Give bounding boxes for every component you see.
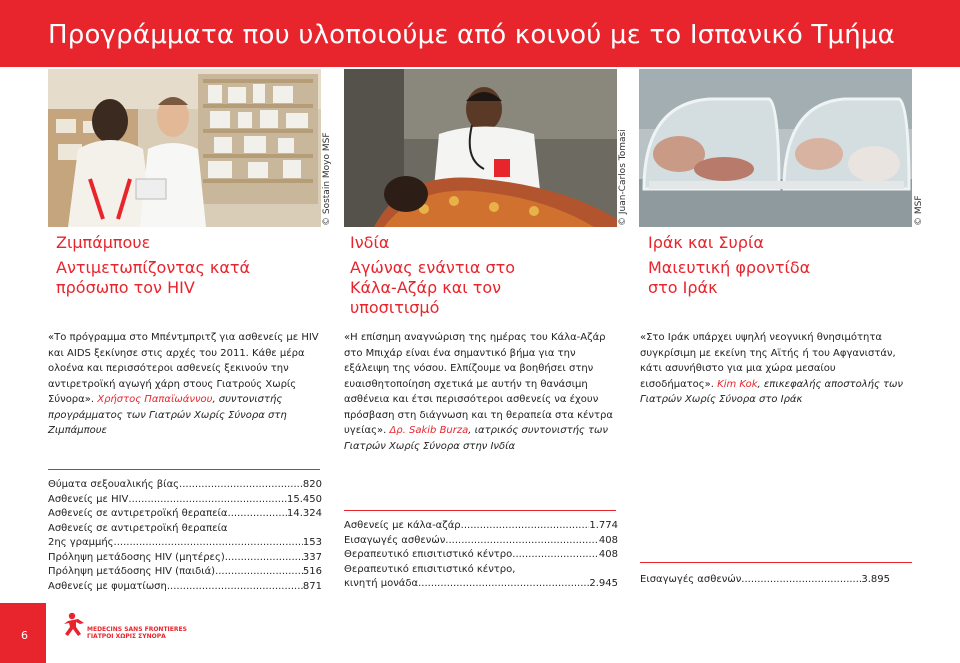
stat-row	[344, 563, 618, 578]
stat-label: 2ης γραμμής	[48, 537, 114, 548]
stat-row	[640, 573, 890, 588]
stat-label: Εισαγωγές ασθενών	[344, 534, 446, 546]
quote-role: , επικεφαλής αποστολής των Γιατρών Χωρίς Σύνορα στο Ιράκ	[640, 378, 903, 405]
stat-row	[48, 478, 322, 493]
stat-label: Ασθενείς σε αντιρετροϊκή θεραπεία	[48, 522, 228, 534]
stat-row	[344, 519, 618, 534]
msf-logo-icon	[62, 612, 86, 638]
stat-value: 408	[598, 534, 618, 546]
column-zimbabwe	[48, 69, 321, 227]
subtitle	[56, 258, 250, 298]
divider	[640, 562, 912, 563]
photo-zimbabwe	[48, 69, 321, 227]
photo-credit: © Juan-Carlos Tomasi	[618, 129, 628, 226]
stat-label: Θεραπευτικό επισιτιστικό κέντρο,	[344, 563, 516, 575]
page-title: Προγράμματα που υλοποιούμε από κοινού με το Ισπανικό Τμήμα	[48, 20, 896, 50]
subtitle	[648, 258, 810, 298]
region-title: Ινδία	[350, 233, 390, 252]
stats-list	[640, 573, 890, 588]
quote-text: «Η επίσημη αναγνώριση της ημέρας του Κάλα-Αζάρ στο Μπιχάρ είναι ένα σημαντικό βήμα για την εξάλειψη της νόσου. Ελπίζουμε να βοηθήσει στην ευαισθητοποίηση σχετικά με αυτήν τη θανάσιμη ασθένεια και έτσι περισσότεροι ασθενείς να έχουν πρόσβαση στη διάγνωση και τη θεραπεία στα κέντρα υγείας».	[344, 332, 613, 436]
stat-row	[48, 536, 322, 551]
stat-label: Πρόληψη μετάδοσης HIV (παιδιά)	[48, 566, 216, 577]
stat-label: Εισαγωγές ασθενών	[640, 574, 742, 585]
stat-label: κινητή μονάδα	[344, 578, 419, 589]
stat-row	[48, 507, 322, 522]
stat-label: Ασθενείς με κάλα-αζάρ	[344, 520, 461, 531]
stat-value: 14.324	[287, 508, 322, 519]
photo-india	[344, 69, 617, 227]
stat-row	[48, 522, 322, 537]
subtitle-line: πρόσωπο τον HIV	[56, 278, 195, 297]
stat-value: 15.450	[287, 493, 322, 505]
column-india	[344, 69, 617, 227]
photo-iraq	[639, 69, 912, 227]
subtitle-line: Αντιμετωπίζοντας κατά	[56, 258, 251, 277]
subtitle-line: υποσιτισμό	[350, 298, 440, 317]
region-title: Ζιμπάμπουε	[56, 233, 151, 252]
quote-block	[344, 330, 619, 454]
stat-row	[344, 534, 618, 549]
subtitle	[350, 258, 515, 318]
logo-line: ΓΙΑΤΡΟΙ ΧΩΡΙΣ ΣΥΝΟΡΑ	[87, 633, 166, 640]
stat-value: 2.945	[589, 578, 618, 589]
quote-author: Χρήστος Παπαϊωάννου	[97, 394, 213, 405]
subtitle-line: Κάλα-Αζάρ και τον	[350, 278, 502, 297]
stat-label: Ασθενείς με φυματίωση	[48, 580, 167, 592]
subtitle-line: Αγώνας ενάντια στο	[350, 258, 516, 277]
quote-author: Kim Kok	[717, 378, 758, 390]
msf-logo-text	[87, 626, 187, 640]
stat-row	[48, 580, 322, 595]
stat-value: 3.895	[861, 574, 890, 585]
quote-text: «Στο Ιράκ υπάρχει υψηλή νεογνική θνησιμότητα συγκρίσιμη με εκείνη της Αϊτής ή του Αφγανιστάν, κάτι ασυνήθιστο για μια χώρα μεσαίου εισοδήματος».	[640, 332, 896, 390]
page-number: 6	[21, 629, 28, 642]
stat-label: Ασθενείς με HIV	[48, 493, 129, 505]
photo-credit: © Sostain Moyo MSF	[322, 132, 332, 226]
quote-author: Δρ. Sakib Burza	[389, 425, 469, 436]
stat-row	[48, 551, 322, 566]
subtitle-line: Μαιευτική φροντίδα	[648, 258, 811, 277]
stat-value: 153	[302, 537, 322, 548]
stat-row	[48, 493, 322, 508]
header-bar	[0, 0, 960, 67]
stat-row	[344, 548, 618, 563]
stat-label: Ασθενείς σε αντιρετροϊκή θεραπεία	[48, 508, 228, 519]
quote-text: «Το πρόγραμμα στο Μπέντμπριτζ για ασθενείς με HIV και AIDS ξεκίνησε στις αρχές του 2011. Κάθε μέρα ολοένα και περισσότεροι ασθενείς ξεκινούν την αντιρετροϊκή αγωγή χάρη στους Γιατρούς Χωρίς Σύνορα».	[48, 332, 319, 405]
logo-line: MEDECINS SANS FRONTIERES	[87, 626, 187, 633]
subtitle-line: στο Ιράκ	[648, 278, 718, 297]
quote-block	[640, 330, 912, 408]
divider	[344, 510, 616, 511]
stat-label: Πρόληψη μετάδοσης HIV (μητέρες)	[48, 551, 225, 563]
stats-list	[344, 519, 618, 592]
stat-value: 516	[302, 566, 322, 577]
stat-row	[344, 577, 618, 592]
msf-logo	[62, 612, 86, 642]
quote-block	[48, 330, 323, 439]
stat-value: 871	[302, 580, 322, 592]
stats-list	[48, 478, 322, 594]
stat-row	[48, 565, 322, 580]
stat-value: 820	[302, 479, 322, 490]
photo-credit: © MSF	[914, 195, 924, 226]
quote-role: , ιατρικός συντονιστής των Γιατρών Χωρίς Σύνορα στην Ινδία	[344, 425, 608, 452]
stat-label: Θεραπευτικό επισιτιστικό κέντρο	[344, 549, 513, 560]
divider	[48, 469, 320, 470]
region-title: Ιράκ και Συρία	[648, 233, 764, 252]
stat-label: Θύματα σεξουαλικής βίας	[48, 479, 180, 490]
quote-role: , συντονιστής προγράμματος των Γιατρών Χωρίς Σύνορα στη Ζιμπάμπουε	[48, 394, 287, 436]
stat-value: 337	[302, 551, 322, 563]
stat-value: 408	[598, 549, 618, 560]
column-iraq	[639, 69, 912, 227]
stat-value: 1.774	[589, 520, 618, 531]
